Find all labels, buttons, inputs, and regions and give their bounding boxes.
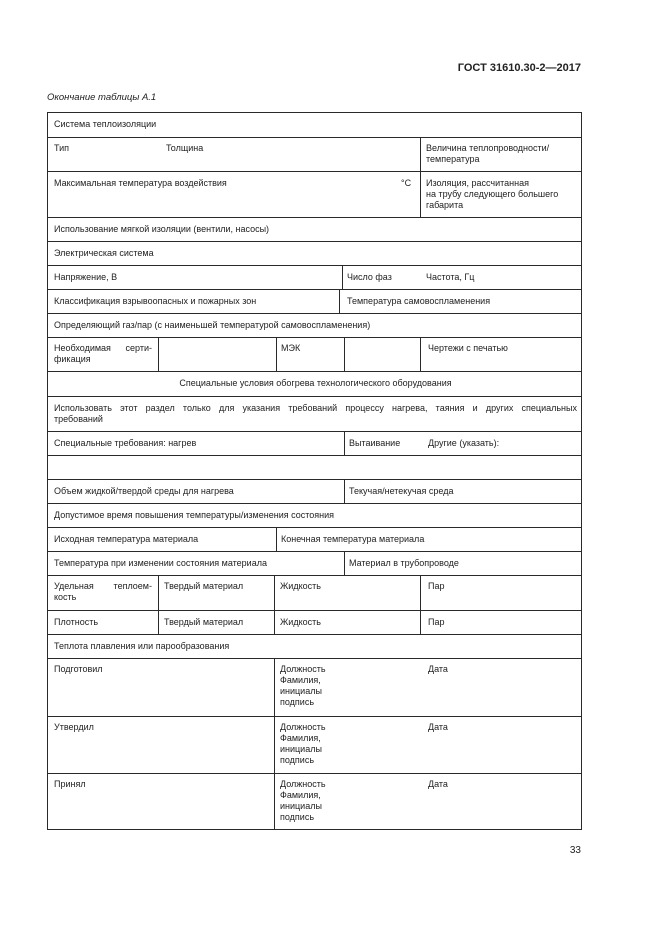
row-divider: [48, 479, 581, 480]
document-standard-number: ГОСТ 31610.30-2—2017: [457, 62, 581, 74]
certification-required-label-cont: фикация: [54, 354, 91, 364]
column-divider: [344, 551, 345, 575]
row-divider: [48, 137, 581, 138]
stamped-drawings-label: Чертежи с печатью: [428, 343, 508, 353]
column-divider: [158, 337, 159, 371]
row-divider: [48, 773, 581, 774]
row-divider: [48, 455, 581, 456]
insulation-system-label: Система теплоизоляции: [54, 119, 157, 129]
column-divider: [344, 479, 345, 503]
row-divider: [48, 289, 581, 290]
frequency-label: Частота, Гц: [426, 272, 475, 282]
row-divider: [48, 171, 581, 172]
use-section-note: Использовать этот раздел только для указания требований процессу нагрева, таяния и других специальных: [54, 403, 577, 413]
density-label: Плотность: [54, 617, 99, 627]
thickness-label: Толщина: [166, 143, 204, 153]
column-divider: [420, 137, 421, 217]
allowable-time-label: Допустимое время повышения температуры/изменения состояния: [54, 510, 334, 520]
electrical-system-label: Электрическая система: [54, 248, 154, 258]
approved-date-label: Дата: [428, 722, 448, 732]
iec-label: МЭК: [281, 343, 301, 353]
column-divider: [158, 575, 159, 634]
column-divider: [344, 431, 345, 455]
conductivity-label: Величина теплопроводности/ температура: [426, 143, 550, 164]
insulation-calculated-label: Изоляция, рассчитанная на трубу следующего большего габарита: [426, 178, 559, 210]
max-exposure-temperature-label: Максимальная температура воздействия: [54, 178, 227, 188]
density-vapor-label: Пар: [428, 617, 445, 627]
defining-gas-label: Определяющий газ/пар (с наименьшей температурой самовоспламенения): [54, 320, 371, 330]
column-divider: [420, 337, 421, 371]
latent-heat-label: Теплота плавления или парообразования: [54, 641, 230, 651]
certification-required-label: Необходимая серти-: [54, 343, 152, 353]
type-label: Тип: [54, 143, 70, 153]
initial-temperature-label: Исходная температура материала: [54, 534, 199, 544]
approved-position-block: Должность Фамилия, инициалы подпись: [280, 722, 326, 765]
pipe-material-label: Материал в трубопроводе: [349, 558, 459, 568]
soft-insulation-label: Использование мягкой изоляции (вентили, насосы): [54, 224, 270, 234]
column-divider: [276, 527, 277, 551]
row-divider: [48, 610, 581, 611]
use-section-note-cont: требований: [54, 414, 103, 424]
volume-label: Объем жидкой/твердой среды для нагрева: [54, 486, 234, 496]
fluidity-label: Текучая/нетекучая среда: [349, 486, 454, 496]
row-divider: [48, 716, 581, 717]
phase-change-temperature-label: Температура при изменении состояния материала: [54, 558, 267, 568]
row-divider: [48, 337, 581, 338]
table-caption: Окончание таблицы А.1: [47, 92, 157, 103]
final-temperature-label: Конечная температура материала: [281, 534, 425, 544]
vapor-label: Пар: [428, 581, 445, 591]
other-specify-label: Другие (указать):: [428, 438, 500, 448]
approved-by-label: Утвердил: [54, 722, 94, 732]
row-divider: [48, 396, 581, 397]
accepted-position-block: Должность Фамилия, инициалы подпись: [280, 779, 326, 822]
special-requirements-heating-label: Специальные требования: нагрев: [54, 438, 197, 448]
specific-heat-label: Удельная теплоем-: [54, 581, 152, 591]
specific-heat-label-cont: кость: [54, 592, 77, 602]
accepted-by-label: Принял: [54, 779, 86, 789]
row-divider: [48, 634, 581, 635]
column-divider: [420, 575, 421, 634]
row-divider: [48, 371, 581, 372]
row-divider: [48, 575, 581, 576]
density-liquid-label: Жидкость: [280, 617, 321, 627]
voltage-label: Напряжение, В: [54, 272, 118, 282]
melting-label: Вытаивание: [349, 438, 401, 448]
phases-label: Число фаз: [347, 272, 392, 282]
row-divider: [48, 313, 581, 314]
column-divider: [344, 337, 345, 371]
row-divider: [48, 217, 581, 218]
accepted-date-label: Дата: [428, 779, 448, 789]
liquid-label: Жидкость: [280, 581, 321, 591]
row-divider: [48, 241, 581, 242]
column-divider: [276, 337, 277, 371]
density-solid-material-label: Твердый материал: [164, 617, 244, 627]
page-number: 33: [569, 845, 581, 856]
special-conditions-heading: Специальные условия обогрева технологического оборудования: [179, 378, 452, 388]
column-divider: [274, 575, 275, 634]
zone-classification-label: Классификация взрывоопасных и пожарных зон: [54, 296, 257, 306]
row-divider: [48, 503, 581, 504]
row-divider: [48, 551, 581, 552]
column-divider: [274, 658, 275, 830]
autoignition-temperature-label: Температура самовоспламенения: [347, 296, 491, 306]
row-divider: [48, 431, 581, 432]
prepared-position-block: Должность Фамилия, инициалы подпись: [280, 664, 326, 707]
celsius-unit: °С: [401, 178, 412, 188]
row-divider: [48, 265, 581, 266]
row-divider: [48, 658, 581, 659]
prepared-date-label: Дата: [428, 664, 448, 674]
specification-form: [47, 112, 582, 830]
column-divider: [342, 265, 343, 289]
prepared-by-label: Подготовил: [54, 664, 103, 674]
row-divider: [48, 527, 581, 528]
column-divider: [339, 289, 340, 313]
solid-material-label: Твердый материал: [164, 581, 244, 591]
